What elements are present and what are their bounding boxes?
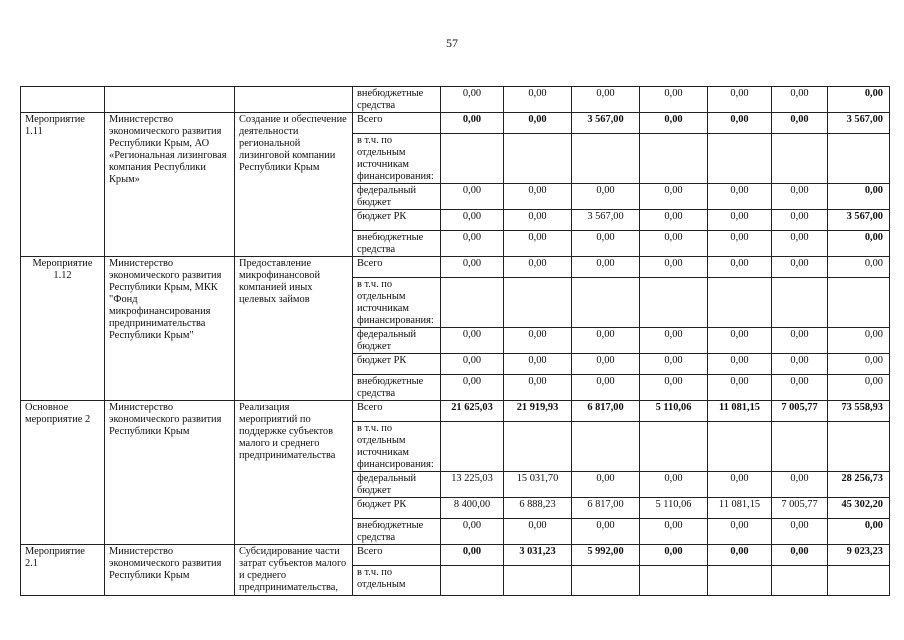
year-value-cell: 0,00	[708, 257, 772, 278]
year-value-cell: 0,00	[708, 375, 772, 401]
empty-cell	[235, 87, 353, 113]
funding-source-cell: внебюджетные средства	[353, 375, 441, 401]
year-value-cell: 0,00	[441, 328, 504, 354]
executor-cell: Министерство экономического развития Республики Крым, МКК "Фонд микрофинансирования предпринимательства Республики Крым"	[105, 257, 235, 401]
year-value-cell	[640, 134, 708, 184]
year-value-cell: 0,00	[504, 354, 572, 375]
total-value-cell: 0,00	[828, 184, 890, 210]
year-value-cell	[441, 566, 504, 596]
funding-source-cell: федеральный бюджет	[353, 472, 441, 498]
year-value-cell: 8 400,00	[441, 498, 504, 519]
year-value-cell: 0,00	[640, 472, 708, 498]
year-value-cell: 0,00	[504, 87, 572, 113]
year-value-cell: 0,00	[441, 184, 504, 210]
year-value-cell: 21 919,93	[504, 401, 572, 422]
year-value-cell: 0,00	[441, 519, 504, 545]
year-value-cell: 0,00	[708, 184, 772, 210]
year-value-cell	[772, 278, 828, 328]
funding-source-cell: в т.ч. по отдельным источникам финансирования:	[353, 134, 441, 184]
year-value-cell: 5 110,06	[640, 498, 708, 519]
total-value-cell	[828, 422, 890, 472]
year-value-cell	[504, 278, 572, 328]
funding-source-cell: внебюджетные средства	[353, 231, 441, 257]
total-value-cell: 28 256,73	[828, 472, 890, 498]
year-value-cell: 0,00	[772, 87, 828, 113]
year-value-cell	[772, 134, 828, 184]
year-value-cell	[772, 422, 828, 472]
year-value-cell: 0,00	[640, 375, 708, 401]
empty-cell	[21, 87, 105, 113]
year-value-cell: 6 817,00	[572, 401, 640, 422]
funding-source-cell: Всего	[353, 545, 441, 566]
year-value-cell: 0,00	[640, 87, 708, 113]
year-value-cell: 0,00	[708, 328, 772, 354]
funding-source-cell: Всего	[353, 113, 441, 134]
year-value-cell: 0,00	[572, 472, 640, 498]
budget-table-body	[21, 87, 890, 596]
year-value-cell	[504, 422, 572, 472]
year-value-cell: 0,00	[640, 184, 708, 210]
year-value-cell: 0,00	[708, 113, 772, 134]
year-value-cell: 0,00	[640, 545, 708, 566]
year-value-cell: 21 625,03	[441, 401, 504, 422]
total-value-cell	[828, 566, 890, 596]
measure-name-cell: Мероприятие 1.11	[21, 113, 105, 257]
year-value-cell: 0,00	[441, 113, 504, 134]
year-value-cell: 0,00	[640, 231, 708, 257]
year-value-cell	[572, 134, 640, 184]
year-value-cell: 0,00	[572, 257, 640, 278]
year-value-cell: 0,00	[504, 519, 572, 545]
measure-name-cell: Мероприятие 2.1	[21, 545, 105, 596]
measure-name-cell: Основное мероприятие 2	[21, 401, 105, 545]
year-value-cell: 0,00	[708, 87, 772, 113]
year-value-cell: 0,00	[572, 354, 640, 375]
year-value-cell: 0,00	[504, 113, 572, 134]
year-value-cell	[441, 134, 504, 184]
year-value-cell: 0,00	[572, 328, 640, 354]
description-cell: Создание и обеспечение деятельности региональной лизинговой компании Республики Крым	[235, 113, 353, 257]
year-value-cell	[640, 422, 708, 472]
year-value-cell: 7 005,77	[772, 401, 828, 422]
year-value-cell: 0,00	[640, 328, 708, 354]
year-value-cell	[441, 278, 504, 328]
budget-table	[20, 86, 890, 596]
funding-source-cell: внебюджетные средства	[353, 519, 441, 545]
year-value-cell: 0,00	[772, 328, 828, 354]
funding-source-cell: федеральный бюджет	[353, 184, 441, 210]
measure-name-cell: Мероприятие 1.12	[21, 257, 105, 401]
year-value-cell: 0,00	[572, 184, 640, 210]
year-value-cell: 0,00	[572, 519, 640, 545]
funding-source-cell: в т.ч. по отдельным источникам финансирования:	[353, 422, 441, 472]
total-value-cell: 73 558,93	[828, 401, 890, 422]
year-value-cell: 0,00	[504, 328, 572, 354]
year-value-cell: 0,00	[572, 375, 640, 401]
executor-cell: Министерство экономического развития Республики Крым	[105, 401, 235, 545]
total-value-cell: 9 023,23	[828, 545, 890, 566]
year-value-cell: 0,00	[772, 113, 828, 134]
year-value-cell: 11 081,15	[708, 498, 772, 519]
total-value-cell	[828, 278, 890, 328]
year-value-cell: 0,00	[572, 87, 640, 113]
year-value-cell: 3 567,00	[572, 210, 640, 231]
page-number: 57	[446, 36, 458, 50]
year-value-cell: 6 817,00	[572, 498, 640, 519]
executor-cell: Министерство экономического развития Республики Крым, АО «Региональная лизинговая компания Республики Крым»	[105, 113, 235, 257]
table-row	[21, 113, 890, 134]
year-value-cell	[504, 566, 572, 596]
year-value-cell: 0,00	[708, 545, 772, 566]
description-cell: Реализация мероприятий по поддержке субъектов малого и среднего предпринимательства	[235, 401, 353, 545]
funding-source-cell: бюджет РК	[353, 498, 441, 519]
year-value-cell: 13 225,03	[441, 472, 504, 498]
funding-source-cell: в т.ч. по отдельным	[353, 566, 441, 596]
year-value-cell: 0,00	[441, 545, 504, 566]
table-row	[21, 257, 890, 278]
year-value-cell: 0,00	[504, 184, 572, 210]
year-value-cell: 0,00	[441, 231, 504, 257]
year-value-cell: 0,00	[441, 257, 504, 278]
year-value-cell	[441, 422, 504, 472]
total-value-cell: 0,00	[828, 87, 890, 113]
year-value-cell: 0,00	[640, 354, 708, 375]
year-value-cell: 0,00	[441, 87, 504, 113]
year-value-cell	[572, 566, 640, 596]
year-value-cell: 0,00	[441, 375, 504, 401]
year-value-cell: 0,00	[772, 231, 828, 257]
year-value-cell	[572, 422, 640, 472]
table-row	[21, 401, 890, 422]
year-value-cell	[772, 566, 828, 596]
year-value-cell: 0,00	[504, 231, 572, 257]
year-value-cell: 11 081,15	[708, 401, 772, 422]
total-value-cell: 3 567,00	[828, 210, 890, 231]
year-value-cell: 0,00	[772, 545, 828, 566]
funding-source-cell: бюджет РК	[353, 210, 441, 231]
total-value-cell: 0,00	[828, 519, 890, 545]
year-value-cell: 0,00	[772, 375, 828, 401]
year-value-cell: 0,00	[504, 210, 572, 231]
table-row	[21, 87, 890, 113]
year-value-cell	[708, 422, 772, 472]
year-value-cell: 0,00	[772, 472, 828, 498]
year-value-cell	[504, 134, 572, 184]
year-value-cell: 0,00	[640, 210, 708, 231]
year-value-cell: 0,00	[441, 210, 504, 231]
year-value-cell: 0,00	[772, 519, 828, 545]
year-value-cell: 7 005,77	[772, 498, 828, 519]
year-value-cell: 0,00	[708, 519, 772, 545]
total-value-cell: 45 302,20	[828, 498, 890, 519]
year-value-cell: 0,00	[640, 113, 708, 134]
year-value-cell: 6 888,23	[504, 498, 572, 519]
year-value-cell	[708, 278, 772, 328]
total-value-cell: 0,00	[828, 375, 890, 401]
year-value-cell	[708, 134, 772, 184]
year-value-cell	[640, 566, 708, 596]
table-row	[21, 545, 890, 566]
funding-source-cell: Всего	[353, 257, 441, 278]
year-value-cell: 15 031,70	[504, 472, 572, 498]
total-value-cell: 3 567,00	[828, 113, 890, 134]
year-value-cell: 3 567,00	[572, 113, 640, 134]
description-cell: Предоставление микрофинансовой компанией иных целевых займов	[235, 257, 353, 401]
year-value-cell: 0,00	[708, 354, 772, 375]
year-value-cell: 0,00	[708, 210, 772, 231]
year-value-cell: 5 110,06	[640, 401, 708, 422]
year-value-cell: 0,00	[708, 231, 772, 257]
description-cell: Субсидирование части затрат субъектов малого и среднего предпринимательства,	[235, 545, 353, 596]
funding-source-cell: в т.ч. по отдельным источникам финансирования:	[353, 278, 441, 328]
total-value-cell: 0,00	[828, 231, 890, 257]
funding-source-cell: внебюджетные средства	[353, 87, 441, 113]
year-value-cell	[572, 278, 640, 328]
year-value-cell: 0,00	[504, 375, 572, 401]
year-value-cell: 0,00	[572, 231, 640, 257]
year-value-cell	[640, 278, 708, 328]
year-value-cell: 0,00	[640, 257, 708, 278]
year-value-cell: 0,00	[504, 257, 572, 278]
year-value-cell: 0,00	[772, 210, 828, 231]
year-value-cell: 0,00	[640, 519, 708, 545]
total-value-cell: 0,00	[828, 257, 890, 278]
year-value-cell: 5 992,00	[572, 545, 640, 566]
funding-source-cell: бюджет РК	[353, 354, 441, 375]
funding-source-cell: Всего	[353, 401, 441, 422]
total-value-cell: 0,00	[828, 354, 890, 375]
year-value-cell	[708, 566, 772, 596]
total-value-cell: 0,00	[828, 328, 890, 354]
executor-cell: Министерство экономического развития Республики Крым	[105, 545, 235, 596]
empty-cell	[105, 87, 235, 113]
total-value-cell	[828, 134, 890, 184]
year-value-cell: 0,00	[772, 257, 828, 278]
year-value-cell: 0,00	[772, 184, 828, 210]
year-value-cell: 0,00	[708, 472, 772, 498]
funding-source-cell: федеральный бюджет	[353, 328, 441, 354]
year-value-cell: 3 031,23	[504, 545, 572, 566]
year-value-cell: 0,00	[772, 354, 828, 375]
year-value-cell: 0,00	[441, 354, 504, 375]
